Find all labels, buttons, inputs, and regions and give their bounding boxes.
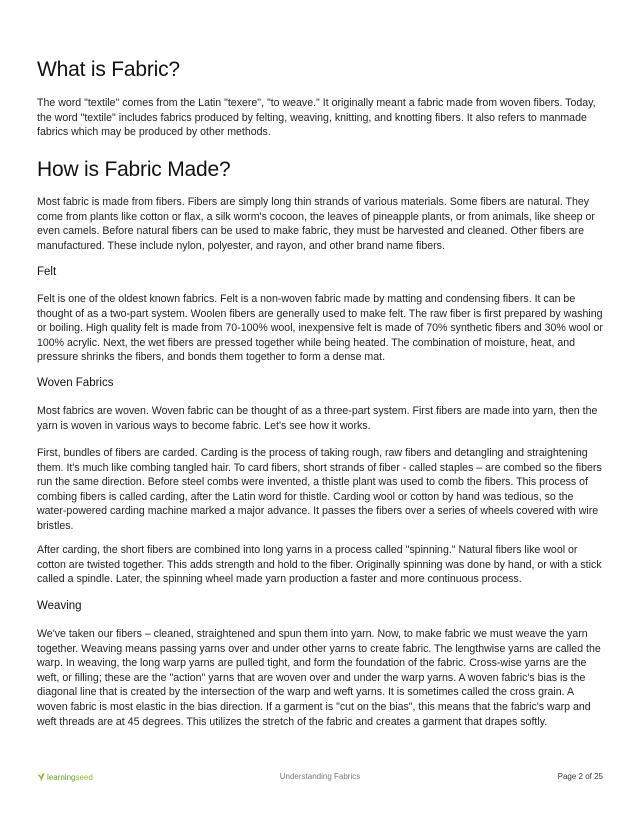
paragraph-carding: First, bundles of fibers are carded. Carding is the process of taking rough, raw fibers and detangling and straightening them. It's much like combing tangled hair. To card fibers, short strands of fiber - called staples – are combed so the fibers run the same direction. Before steel combs were invented, a thistle plant was used to comb the fibers. This process of combing fibers is called carding, after the Latin word for thistle. Carding wool or cotton by hand was tedious, so the water-powered carding machine marked a major advance. It passes the fibers over a series of wheels covered with wire bristles. — [37, 447, 602, 532]
paragraph-fabric-made: Most fabric is made from fibers. Fibers are simply long thin strands of various materials. Some fibers are natural. They come from plants like cotton or flax, a silk worm's cocoon, the leaves of pineapple plants, or from animals, like sheep or even camels. Before natural fibers can be used to make fabric, they must be harvested and cleaned. Other fibers are manufactured. These include nylon, polyester, and rayon, and other brand name fibers. — [37, 196, 595, 252]
footer-title: Understanding Fabrics — [279, 772, 361, 781]
paragraph-spinning: After carding, the short fibers are combined into long yarns in a process called "spinning." Natural fibers like wool or cotton are twisted together. This adds strength and hold to the fiber. Originally spinning was done by hand, or with a stick called a spindle. Later, the spinning wheel made yarn production a faster and more continuous process. — [37, 544, 602, 586]
subheading-weaving: Weaving — [37, 600, 82, 612]
paragraph-woven: Most fabrics are woven. Woven fabric can be thought of as a three-part system. First fibers are made into yarn, then the yarn is woven in various ways to become fabric. Let's see how it works. — [37, 405, 598, 432]
subheading-felt: Felt — [37, 266, 57, 278]
heading-how-is-fabric-made: How is Fabric Made? — [37, 158, 231, 181]
subheading-woven-fabrics: Woven Fabrics — [37, 377, 114, 389]
paragraph-weaving: We've taken our fibers – cleaned, straightened and spun them into yarn. Now, to make fabric we must weave the yarn together. Weaving means passing yarns over and under other yarns to create fabric. The lengthwise yarns are called the warp. In weaving, the long warp yarns are pulled tight, and form the foundation of the fabric. Cross-wise yarns are the weft, or filling; these are the "action" yarns that are woven over and under the warp yarns. A woven fabric's bias is the diagonal line that is created by the intersection of the warp and weft yarns. It is sometimes called the cross grain. A woven fabric is most elastic in the bias direction. If a garment is "cut on the bias", this means that the fabric's warp and weft threads are at 45 degrees. This utilizes the stretch of the fabric and creates a garment that drapes softly. — [37, 628, 601, 728]
page-footer — [37, 772, 603, 786]
heading-what-is-fabric: What is Fabric? — [37, 58, 180, 81]
logo-text-learning: learning — [47, 772, 76, 782]
logo-text-seed: seed — [75, 772, 93, 782]
paragraph-intro: The word "textile" comes from the Latin "texere", "to weave." It originally meant a fabric made from woven fibers. Today, the word "textile" includes fabrics produced by felting, weaving, knitting, and knotting fibers. It also refers to manmade fabrics which may be produced by other methods. — [37, 97, 596, 139]
paragraph-felt: Felt is one of the oldest known fabrics. Felt is a non-woven fabric made by matting and condensing fibers. It can be thought of as a two-part system. Woolen fibers are generally used to make felt. The raw fiber is first prepared by washing or boiling. High quality felt is made from 70-100% wool, inexpensive felt is made of 70% synthetic fibers and 30% wool or 100% acrylic. Next, the wet fibers are pressed together while being heated. The combination of moisture, heat, and pressure shrinks the fibers, and bonds them together to form a dense mat. — [37, 293, 603, 364]
page-number: Page 2 of 25 — [557, 772, 603, 781]
